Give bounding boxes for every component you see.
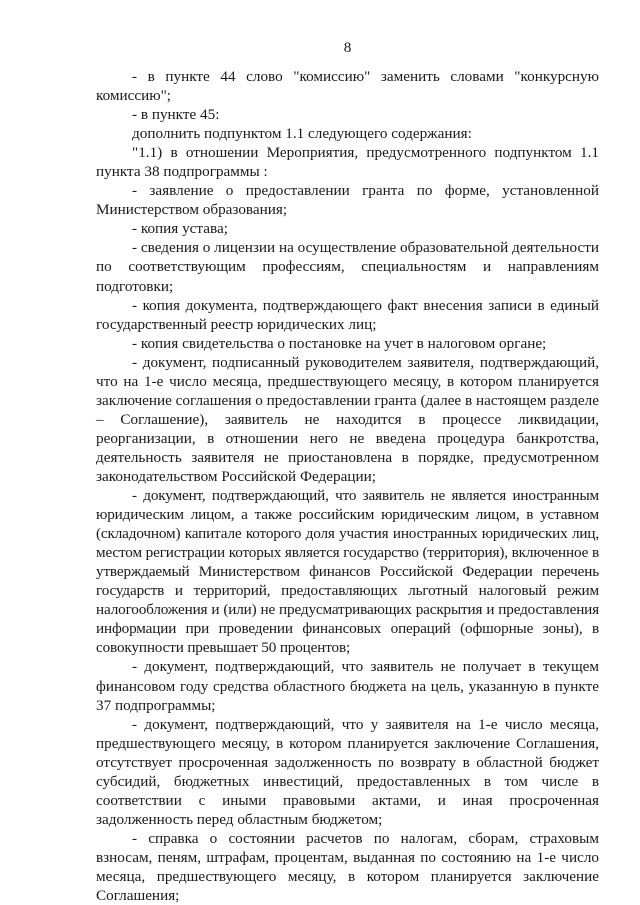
list-item-register-record: - копия документа, подтверждающего факт внесения записи в единый государственный реестр юридических лиц; — [96, 296, 599, 333]
paragraph-point-44: - в пункте 44 слово "комиссию" заменить словами "конкурсную комиссию"; — [96, 68, 599, 105]
list-item-license-info: - сведения о лицензии на осуществление образовательной деятельности по соответствующим профессиям, специальностям и направлениям подготовки; — [96, 239, 599, 295]
list-item-not-foreign-entity: - документ, подтверждающий, что заявитель не является иностранным юридическим лицом, а также российским юридическим лицом, в уставном (складочном) капитале которого доля участия иностранных юридических лиц, местом регистрации которых является государство (территория), включенное в утверждаемый Министерством финансов Российской Федерации перечень государств и территорий, предоставляющих льготный налоговый режим налогообложения и (или) не предусматривающих раскрытия и предоставления информации при проведении финансовых операций (офшорные зоны), в совокупности превышает 50 процентов; — [96, 487, 599, 657]
paragraph-subpoint-1-1: "1.1) в отношении Мероприятия, предусмотренного подпунктом 1.1 пункта 38 подпрограммы : — [96, 144, 599, 181]
list-item-grant-application: - заявление о предоставлении гранта по форме, установленной Министерством образования; — [96, 182, 599, 219]
list-item-no-regional-funds: - документ, подтверждающий, что заявитель не получает в текущем финансовом году средства областного бюджета на цель, указанную в пункте 37 подпрограммы; — [96, 658, 599, 714]
list-item-tax-registration: - копия свидетельства о постановке на учет в налоговом органе; — [132, 334, 547, 352]
paragraph-point-45: - в пункте 45: — [132, 106, 220, 124]
paragraph-add-subpoint: дополнить подпунктом 1.1 следующего содержания: — [132, 125, 472, 143]
list-item-charter-copy: - копия устава; — [132, 220, 228, 238]
list-item-no-overdue-debt: - документ, подтверждающий, что у заявителя на 1-е число месяца, предшествующего месяцу, в котором планируется заключение Соглашения, отсутствует просроченная задолженность по возврату в областной бюджет субсидий, бюджетных инвестиций, предоставленных в том числе в соответствии с иными правовыми актами, и иная просроченная задолженность перед областным бюджетом; — [96, 715, 599, 828]
list-item-tax-status-certificate: - справка о состоянии расчетов по налогам, сборам, страховым взносам, пеням, штрафам, процентам, выданная по состоянию на 1-е число месяца, предшествующего месяцу, в котором планируется заключение Соглашения; — [96, 829, 599, 905]
page-number: 8 — [343, 39, 352, 56]
document-page — [96, 38, 599, 905]
list-item-no-liquidation: - документ, подписанный руководителем заявителя, подтверждающий, что на 1-е число месяца, предшествующего месяцу, в котором планируется заключение соглашения о предоставлении гранта (далее в настоящем разделе – Соглашение), заявитель не находится в процессе ликвидации, реорганизации, в отношении него не введена процедура банкротства, деятельность заявителя не приостановлена в порядке, предусмотренном законодательством Российской Федерации; — [96, 353, 599, 485]
